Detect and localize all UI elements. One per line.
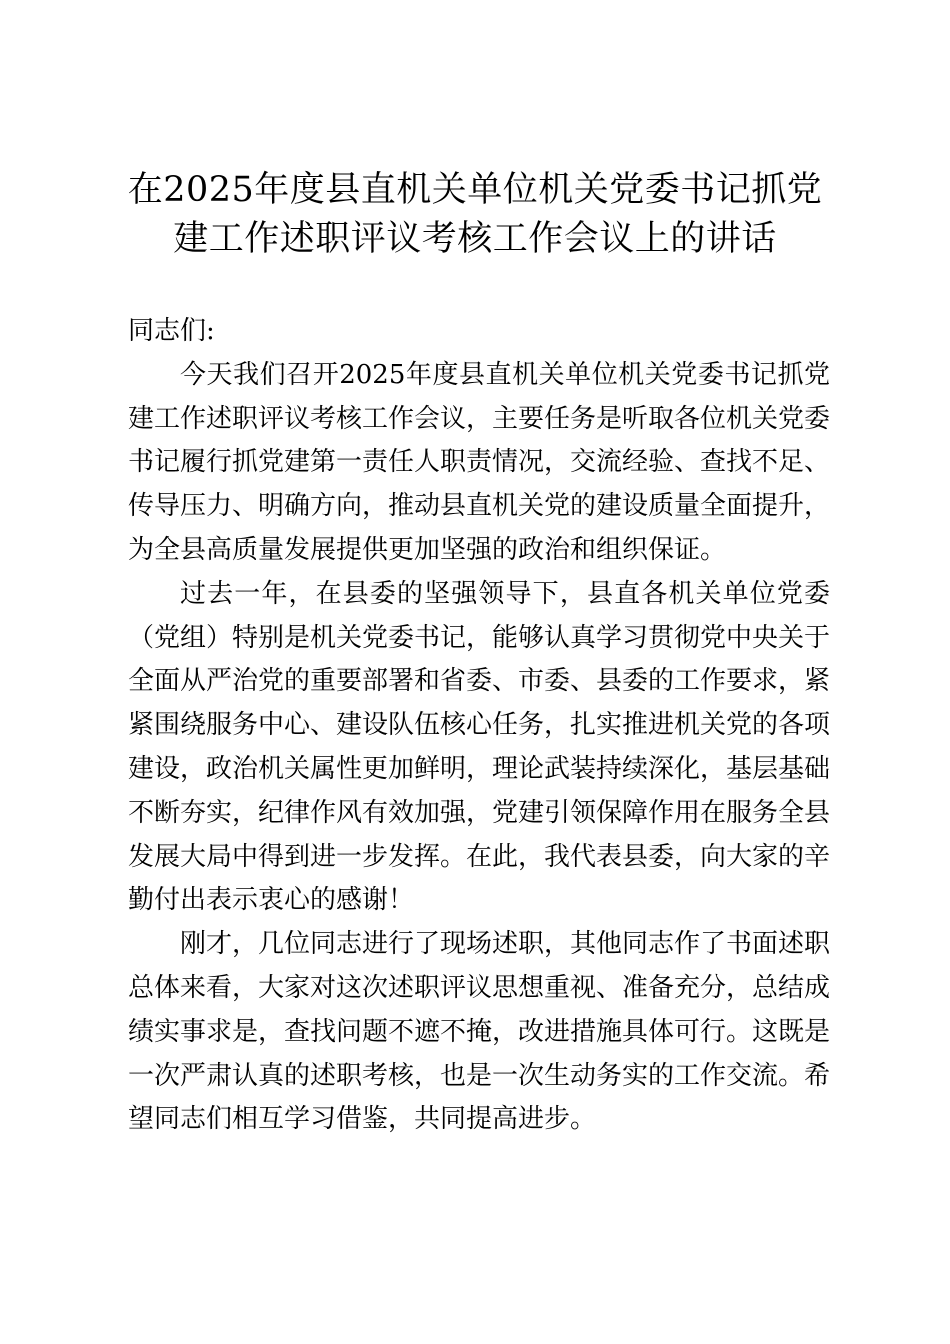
document-title	[118, 166, 832, 264]
document-body	[128, 310, 830, 1142]
paragraph-2: 过去一年，在县委的坚强领导下，县直各机关单位党委（党组）特别是机关党委书记，能够认真学习贯彻党中央关于全面从严治党的重要部署和省委、市委、县委的工作要求，紧紧围绕服务中心、建设队伍核心任务，扎实推进机关党的各项建设，政治机关属性更加鲜明，理论武装持续深化，基层基础不断夯实，纪律作风有效加强，党建引领保障作用在服务全县发展大局中得到进一步发挥。在此，我代表县委，向大家的辛勤付出表示衷心的感谢！	[128, 578, 831, 916]
title-line-2: 建工作述职评议考核工作会议上的讲话	[173, 219, 777, 259]
salutation: 同志们:	[128, 316, 215, 346]
paragraph-1: 今天我们召开2025年度县直机关单位机关党委书记抓党建工作述职评议考核工作会议，主要任务是听取各位机关党委书记履行抓党建第一责任人职责情况，交流经验、查找不足、传导压力、明确方向，推动县直机关党的建设质量全面提升，为全县高质量发展提供更加坚强的政治和组织保证。	[128, 359, 831, 565]
title-line-1: 在2025年度县直机关单位机关党委书记抓党	[127, 170, 823, 210]
paragraph-3: 刚才，几位同志进行了现场述职，其他同志作了书面述职总体来看，大家对这次述职评议思想重视、准备充分，总结成绩实事求是，查找问题不遮不掩，改进措施具体可行。这既是一次严肃认真的述职考核，也是一次生动务实的工作交流。希望同志们相互学习借鉴，共同提高进步。	[128, 929, 831, 1135]
